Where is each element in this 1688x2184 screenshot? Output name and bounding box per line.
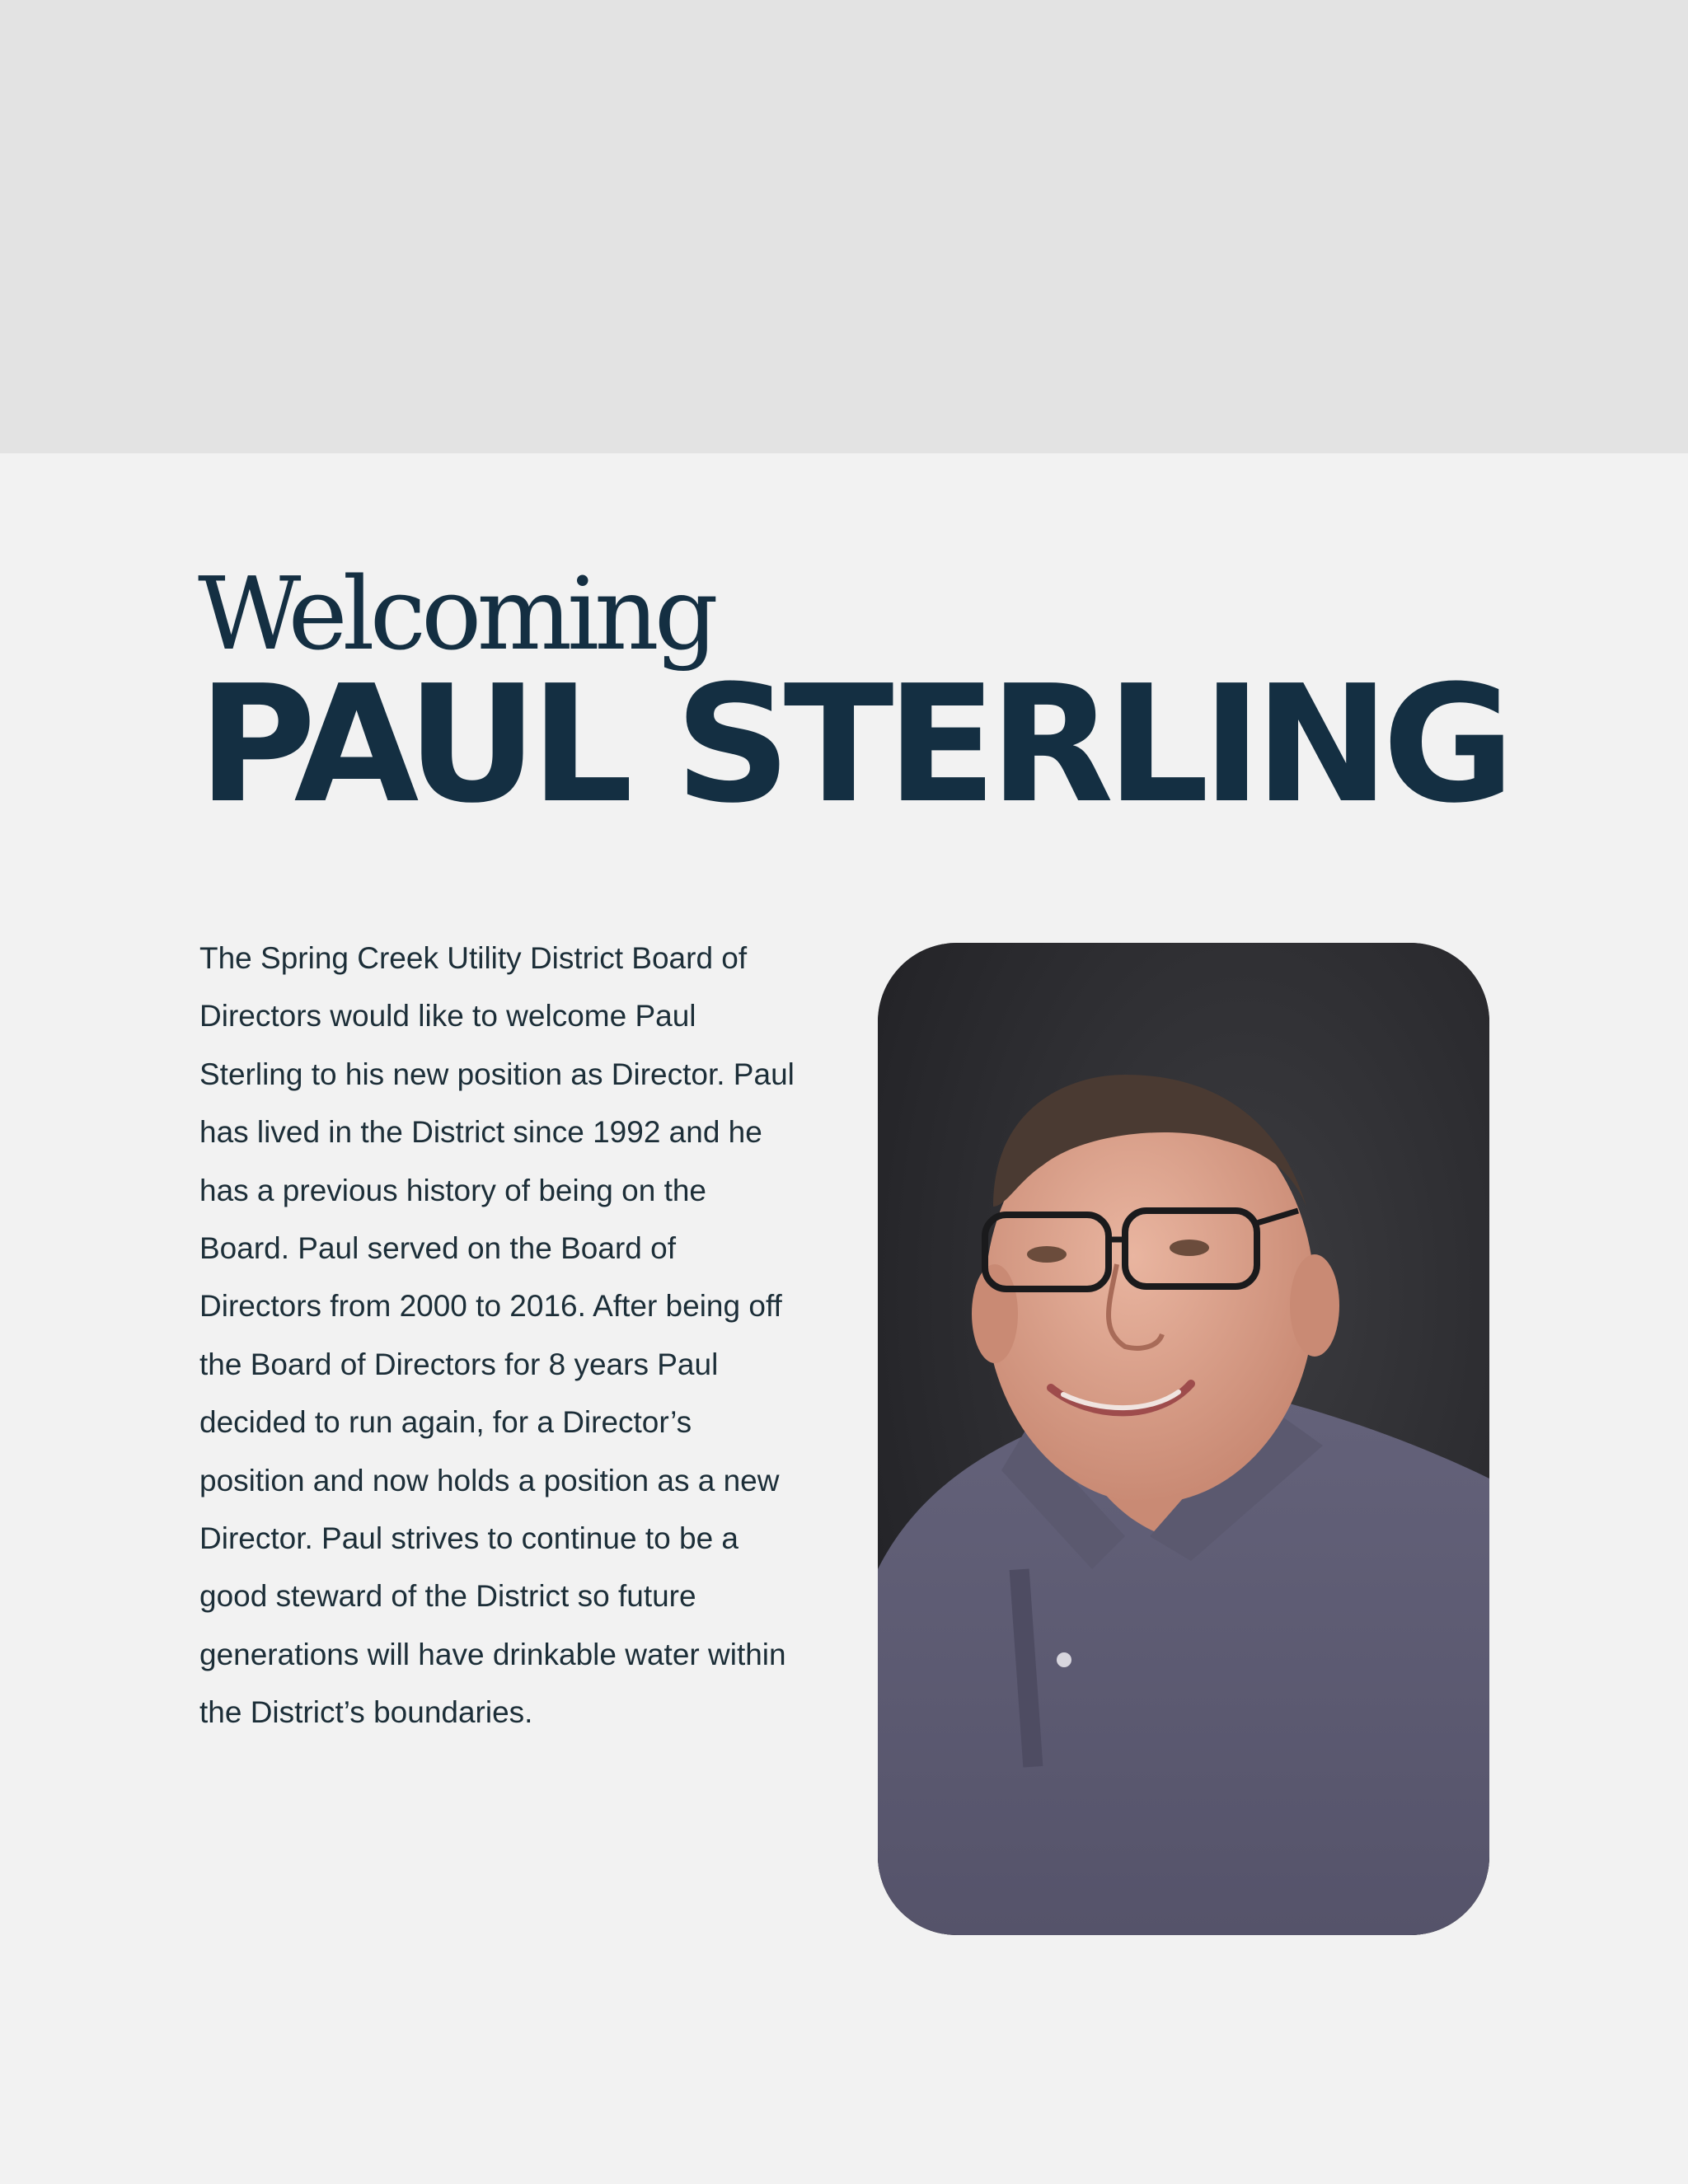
welcome-paragraph: The Spring Creek Utility District Board of Directors would like to welcome Paul Sterling to his new position as Director. Paul has lived in the District since 1992 and he has a previous history of being on the Board. Paul served on the Board of Directors from 2000 to 2016. After being off the Board of Directors for 8 years Paul decided to run again, for a Director’s position and now holds a position as a new Director. Paul strives to continue to be a good steward of the District so future generations will have drinkable water within the District’s boundaries. [199, 941, 795, 1730]
director-portrait-photo [878, 943, 1489, 1935]
top-header-band [0, 0, 1688, 453]
headline-welcoming: Welcoming [198, 555, 714, 673]
headline-name: PAUL STERLING [198, 651, 1508, 839]
